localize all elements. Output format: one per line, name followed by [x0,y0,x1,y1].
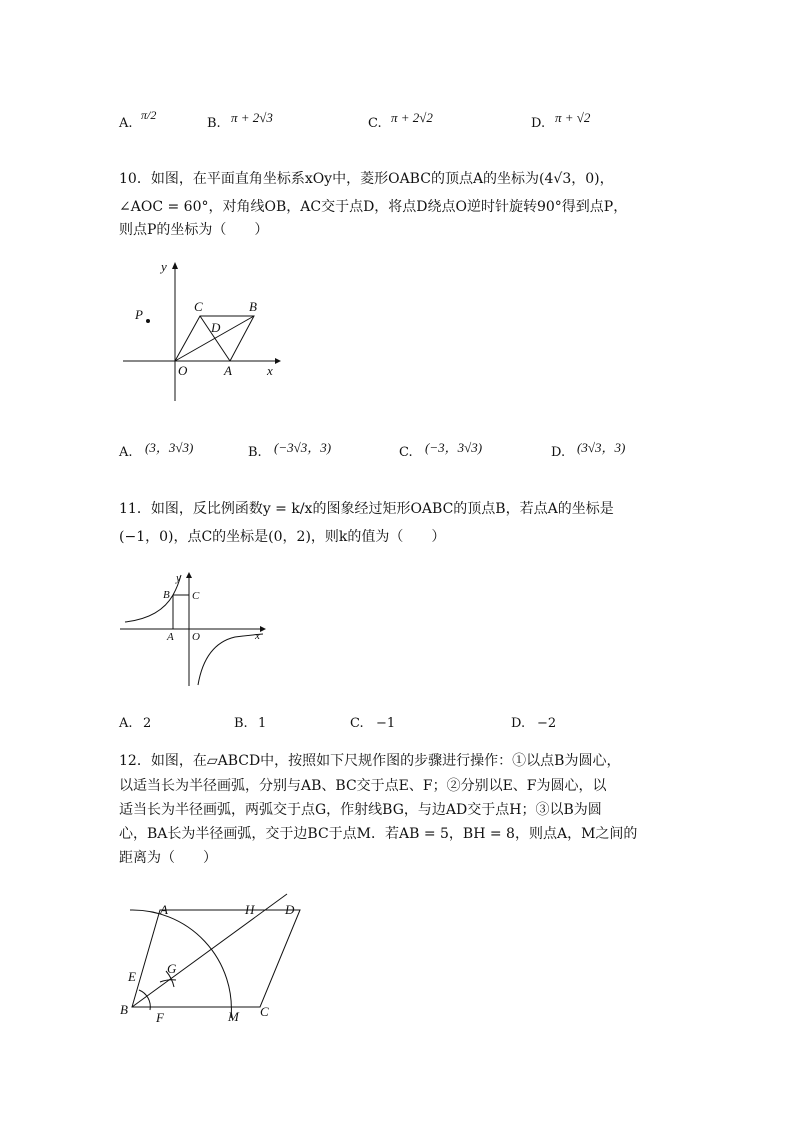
q10-label-c: C [194,299,203,314]
q11-option-d-value: −2 [537,716,557,731]
q9-option-d-label: D. [531,116,546,131]
q11-x-arrow [260,626,266,632]
q10-label-d: D [211,320,221,335]
q12-stem-line-5: 距离为（ ） [119,850,217,866]
q9-option-c-value: π + 2√2 [391,110,433,125]
q11-figure [115,568,270,690]
q12-label-d: D [285,902,295,917]
q10-label-o: O [178,363,188,378]
q10-figure [115,255,290,405]
q10-y-arrow [172,262,178,269]
q9-option-a-value: π/2 [141,108,157,122]
q9-option-c-label: C. [368,116,382,131]
q12-label-b: B [120,1002,128,1017]
q11-label-b: B [163,589,170,601]
q10-x-arrow [275,358,281,364]
q11-stem-line-2: (−1，0)，点C的坐标是(0，2)，则k的值为（ ） [119,529,446,545]
q10-option-d-label: D. [551,445,566,460]
q11-option-a-label: A. [119,716,133,731]
q11-label-x: x [255,630,260,642]
q11-label-y: y [176,572,181,584]
q12-label-g: G [167,961,177,976]
q9-option-b-label: B. [207,116,221,131]
q12-parallelogram [132,910,300,1007]
q10-option-c-value: (−3，3√3) [425,440,483,455]
q12-ray-bg [132,894,287,1007]
q12-stem-line-1: 12．如图，在▱ABCD中，按照如下尺规作图的步骤进行操作：①以点B为圆心， [119,753,621,769]
q10-point-p [146,319,150,323]
q10-option-b-label: B. [248,445,262,460]
q11-option-c-label: C. [350,716,364,731]
q10-option-a-value: (3，3√3) [145,440,194,455]
q12-arc-am [130,910,231,1018]
q11-label-c: C [192,590,200,602]
q10-stem-line-1: 10．如图，在平面直角坐标系xOy中，菱形OABC的顶点A的坐标为(4√3，0)， [119,171,614,187]
q9-option-a-label: A. [119,116,133,131]
q11-hyperbola-right [198,634,263,685]
q12-stem-line-2: 以适当长为半径画弧，分别与AB、BC交于点E、F；②分别以E、F为圆心，以 [119,778,607,794]
q12-stem-line-3: 适当长为半径画弧，两弧交于点G，作射线BG，与边AD交于点H；③以B为圆 [119,802,602,818]
q10-label-a: A [224,363,232,378]
q10-label-x: x [267,363,273,378]
q10-option-d-value: (3√3，3) [577,440,626,455]
q12-stem-line-4: 心，BA长为半径画弧，交于边BC于点M．若AB = 5，BH = 8，则点A，M之间的 [119,826,638,842]
q9-option-d-value: π + √2 [555,110,591,125]
q11-y-arrow [186,572,192,578]
q10-stem-line-2: ∠AOC = 60°，对角线OB，AC交于点D，将点D绕点O逆时针旋转90°得到点P， [119,199,628,215]
q11-option-d-label: D. [511,716,526,731]
q11-stem-line-1: 11．如图，反比例函数y = k/x的图象经过矩形OABC的顶点B，若点A的坐标是 [119,501,614,517]
q11-option-a-value: 2 [143,716,152,731]
q11-option-c-value: −1 [376,716,396,731]
q12-label-h: H [245,902,255,917]
q11-rectangle [173,595,189,629]
q11-option-b-value: 1 [258,716,267,731]
q12-label-m: M [228,1009,239,1024]
q10-label-b: B [249,299,257,314]
q12-label-a: A [160,902,168,917]
q10-option-b-value: (−3√3，3) [274,440,332,455]
q12-figure [112,888,312,1030]
q11-label-a: A [167,631,174,643]
q12-label-c: C [260,1004,269,1019]
q9-option-b-value: π + 2√3 [231,110,273,125]
q12-label-e: E [128,969,136,984]
q10-option-c-label: C. [399,445,413,460]
q10-label-p: P [135,307,143,322]
q11-label-o: O [192,631,200,643]
q10-label-y: y [161,259,167,274]
q10-option-a-label: A. [119,445,133,460]
q11-option-b-label: B. [234,716,248,731]
q12-label-f: F [156,1010,164,1025]
q10-stem-line-3: 则点P的坐标为（ ） [119,222,269,238]
